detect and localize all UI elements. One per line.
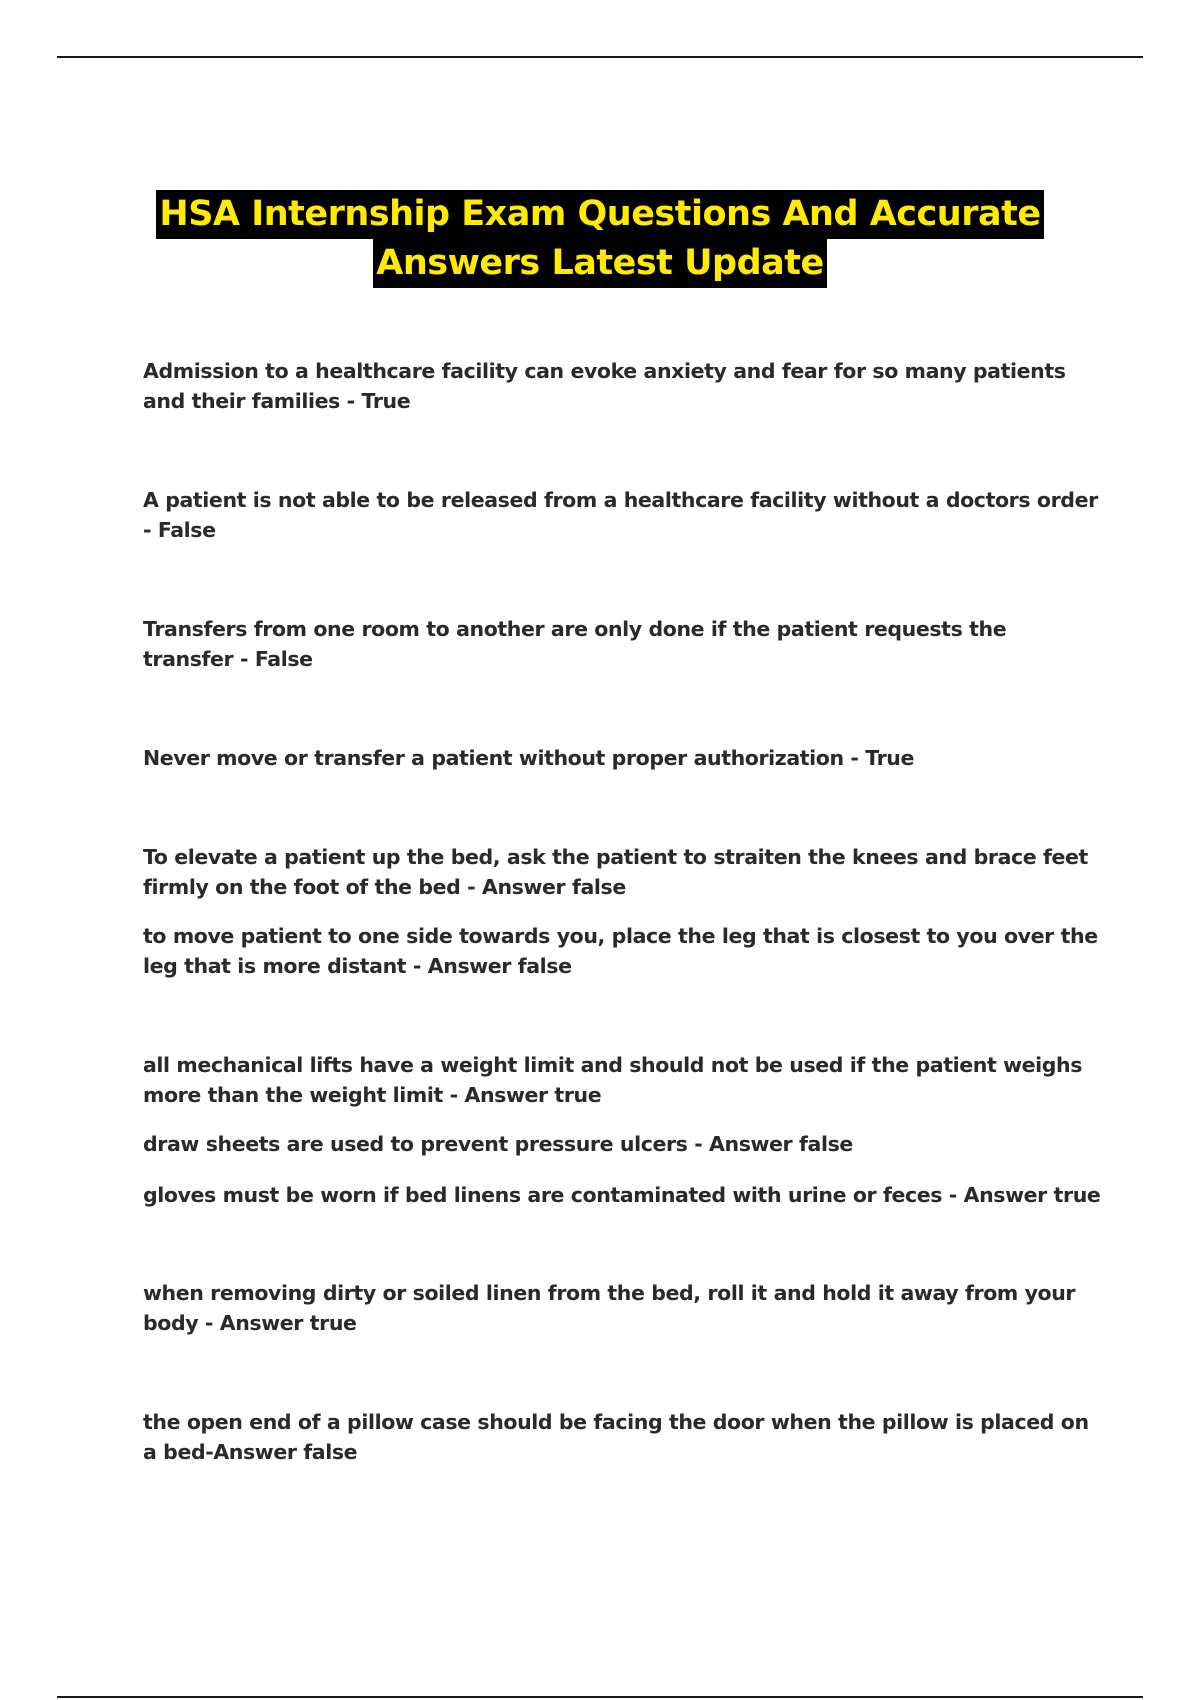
document-title (0, 190, 1200, 288)
qa-item: To elevate a patient up the bed, ask the patient to straiten the knees and brace feet firmly on the foot of the bed - Answer false (143, 845, 1088, 899)
bottom-rule (57, 1696, 1143, 1698)
qa-item: A patient is not able to be released from a healthcare facility without a doctors order - False (143, 488, 1098, 542)
title-line-1: HSA Internship Exam Questions And Accurate (156, 190, 1043, 239)
qa-item: Admission to a healthcare facility can evoke anxiety and fear for so many patients and their families - True (143, 359, 1066, 413)
qa-item: all mechanical lifts have a weight limit and should not be used if the patient weighs more than the weight limit - Answer true (143, 1053, 1083, 1107)
qa-item: draw sheets are used to prevent pressure ulcers - Answer false (143, 1132, 853, 1156)
qa-item: Never move or transfer a patient without proper authorization - True (143, 746, 914, 770)
title-line-2: Answers Latest Update (373, 239, 826, 288)
qa-item: when removing dirty or soiled linen from the bed, roll it and hold it away from your body - Answer true (143, 1281, 1076, 1335)
qa-item: gloves must be worn if bed linens are contaminated with urine or feces - Answer true (143, 1183, 1101, 1207)
qa-item: the open end of a pillow case should be facing the door when the pillow is placed on a bed-Answer false (143, 1410, 1089, 1464)
qa-item: to move patient to one side towards you, place the leg that is closest to you over the leg that is more distant - Answer false (143, 924, 1098, 978)
top-rule (57, 56, 1143, 58)
qa-item: Transfers from one room to another are only done if the patient requests the transfer - False (143, 617, 1007, 671)
